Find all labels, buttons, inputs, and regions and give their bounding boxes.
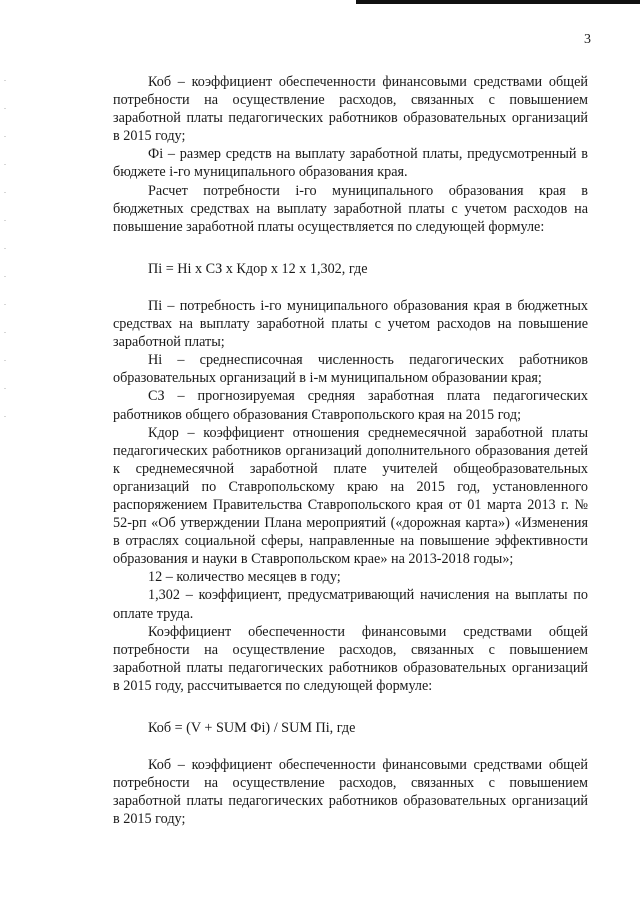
paragraph-sz-definition: СЗ – прогнозируемая средняя заработная плата педагогических работников общего образования Ставропольского края на 2015 год;	[113, 388, 588, 423]
paragraph-p-i-definition: Пi – потребность i-го муниципального образования края в бюджетных средствах на выплату заработной платы с учетом расходов на повышение заработной платы;	[113, 297, 588, 351]
paragraph-n-i-definition: Нi – среднесписочная численность педагогических работников образовательных организаций в i-м муниципальном образовании края;	[113, 352, 588, 387]
paragraph-calculation-intro: Расчет потребности i-го муниципального образования края в бюджетных средствах на выплату заработной платы с учетом расходов на повышение заработной платы осуществляется по следующей формуле:	[113, 182, 588, 235]
scan-border-line	[356, 0, 640, 4]
scan-margin-marks	[4, 80, 6, 440]
document-body	[113, 73, 588, 828]
paragraph-k-ob-definition: Коб – коэффициент обеспеченности финансовыми средствами общей потребности на осуществление расходов, связанных с повышением заработной платы педагогических работников образовательных организаций в 2015 году;	[113, 74, 588, 145]
paragraph-k-ob-definition-repeat: Коб – коэффициент обеспеченности финансовыми средствами общей потребности на осуществление расходов, связанных с повышением заработной платы педагогических работников образовательных организаций в 2015 году;	[113, 757, 588, 828]
formula-k-ob: Коб = (V + SUM Фi) / SUM Пi, где	[148, 720, 356, 736]
paragraph-k-ob-intro: Коэффициент обеспеченности финансовыми средствами общей потребности на осуществление расходов, связанных с повышением заработной платы педагогических работников образовательных организаций в 2015 году, рассчитывается по следующей формуле:	[113, 623, 588, 694]
page-number: 3	[584, 32, 591, 47]
paragraph-months: 12 – количество месяцев в году;	[148, 569, 341, 586]
formula-p-i: Пi = Нi х СЗ х Кдор х 12 х 1,302, где	[148, 260, 368, 277]
paragraph-k-dor-definition: Кдор – коэффициент отношения среднемесячной заработной платы педагогических работников организаций дополнительного образования детей к среднемесячной заработной плате учителей общеобразовательных организаций по Ставропольскому краю на 2015 год, установленного распоряжением Правительства Ставропольского края от 01 марта 2013 г. № 52-рп «Об утверждении Плана мероприятий («дорожная карта») «Изменения в отраслях социальной сферы, направленные на повышение эффективности образования и науки в Ставропольском крае» на 2013-2018 годы»;	[113, 424, 588, 568]
paragraph-f-i-definition: Фi – размер средств на выплату заработной платы, предусмотренный в бюджете i-го муниципального образования края.	[113, 146, 588, 181]
paragraph-coefficient-1302: 1,302 – коэффициент, предусматривающий начисления на выплаты по оплате труда.	[113, 587, 588, 622]
